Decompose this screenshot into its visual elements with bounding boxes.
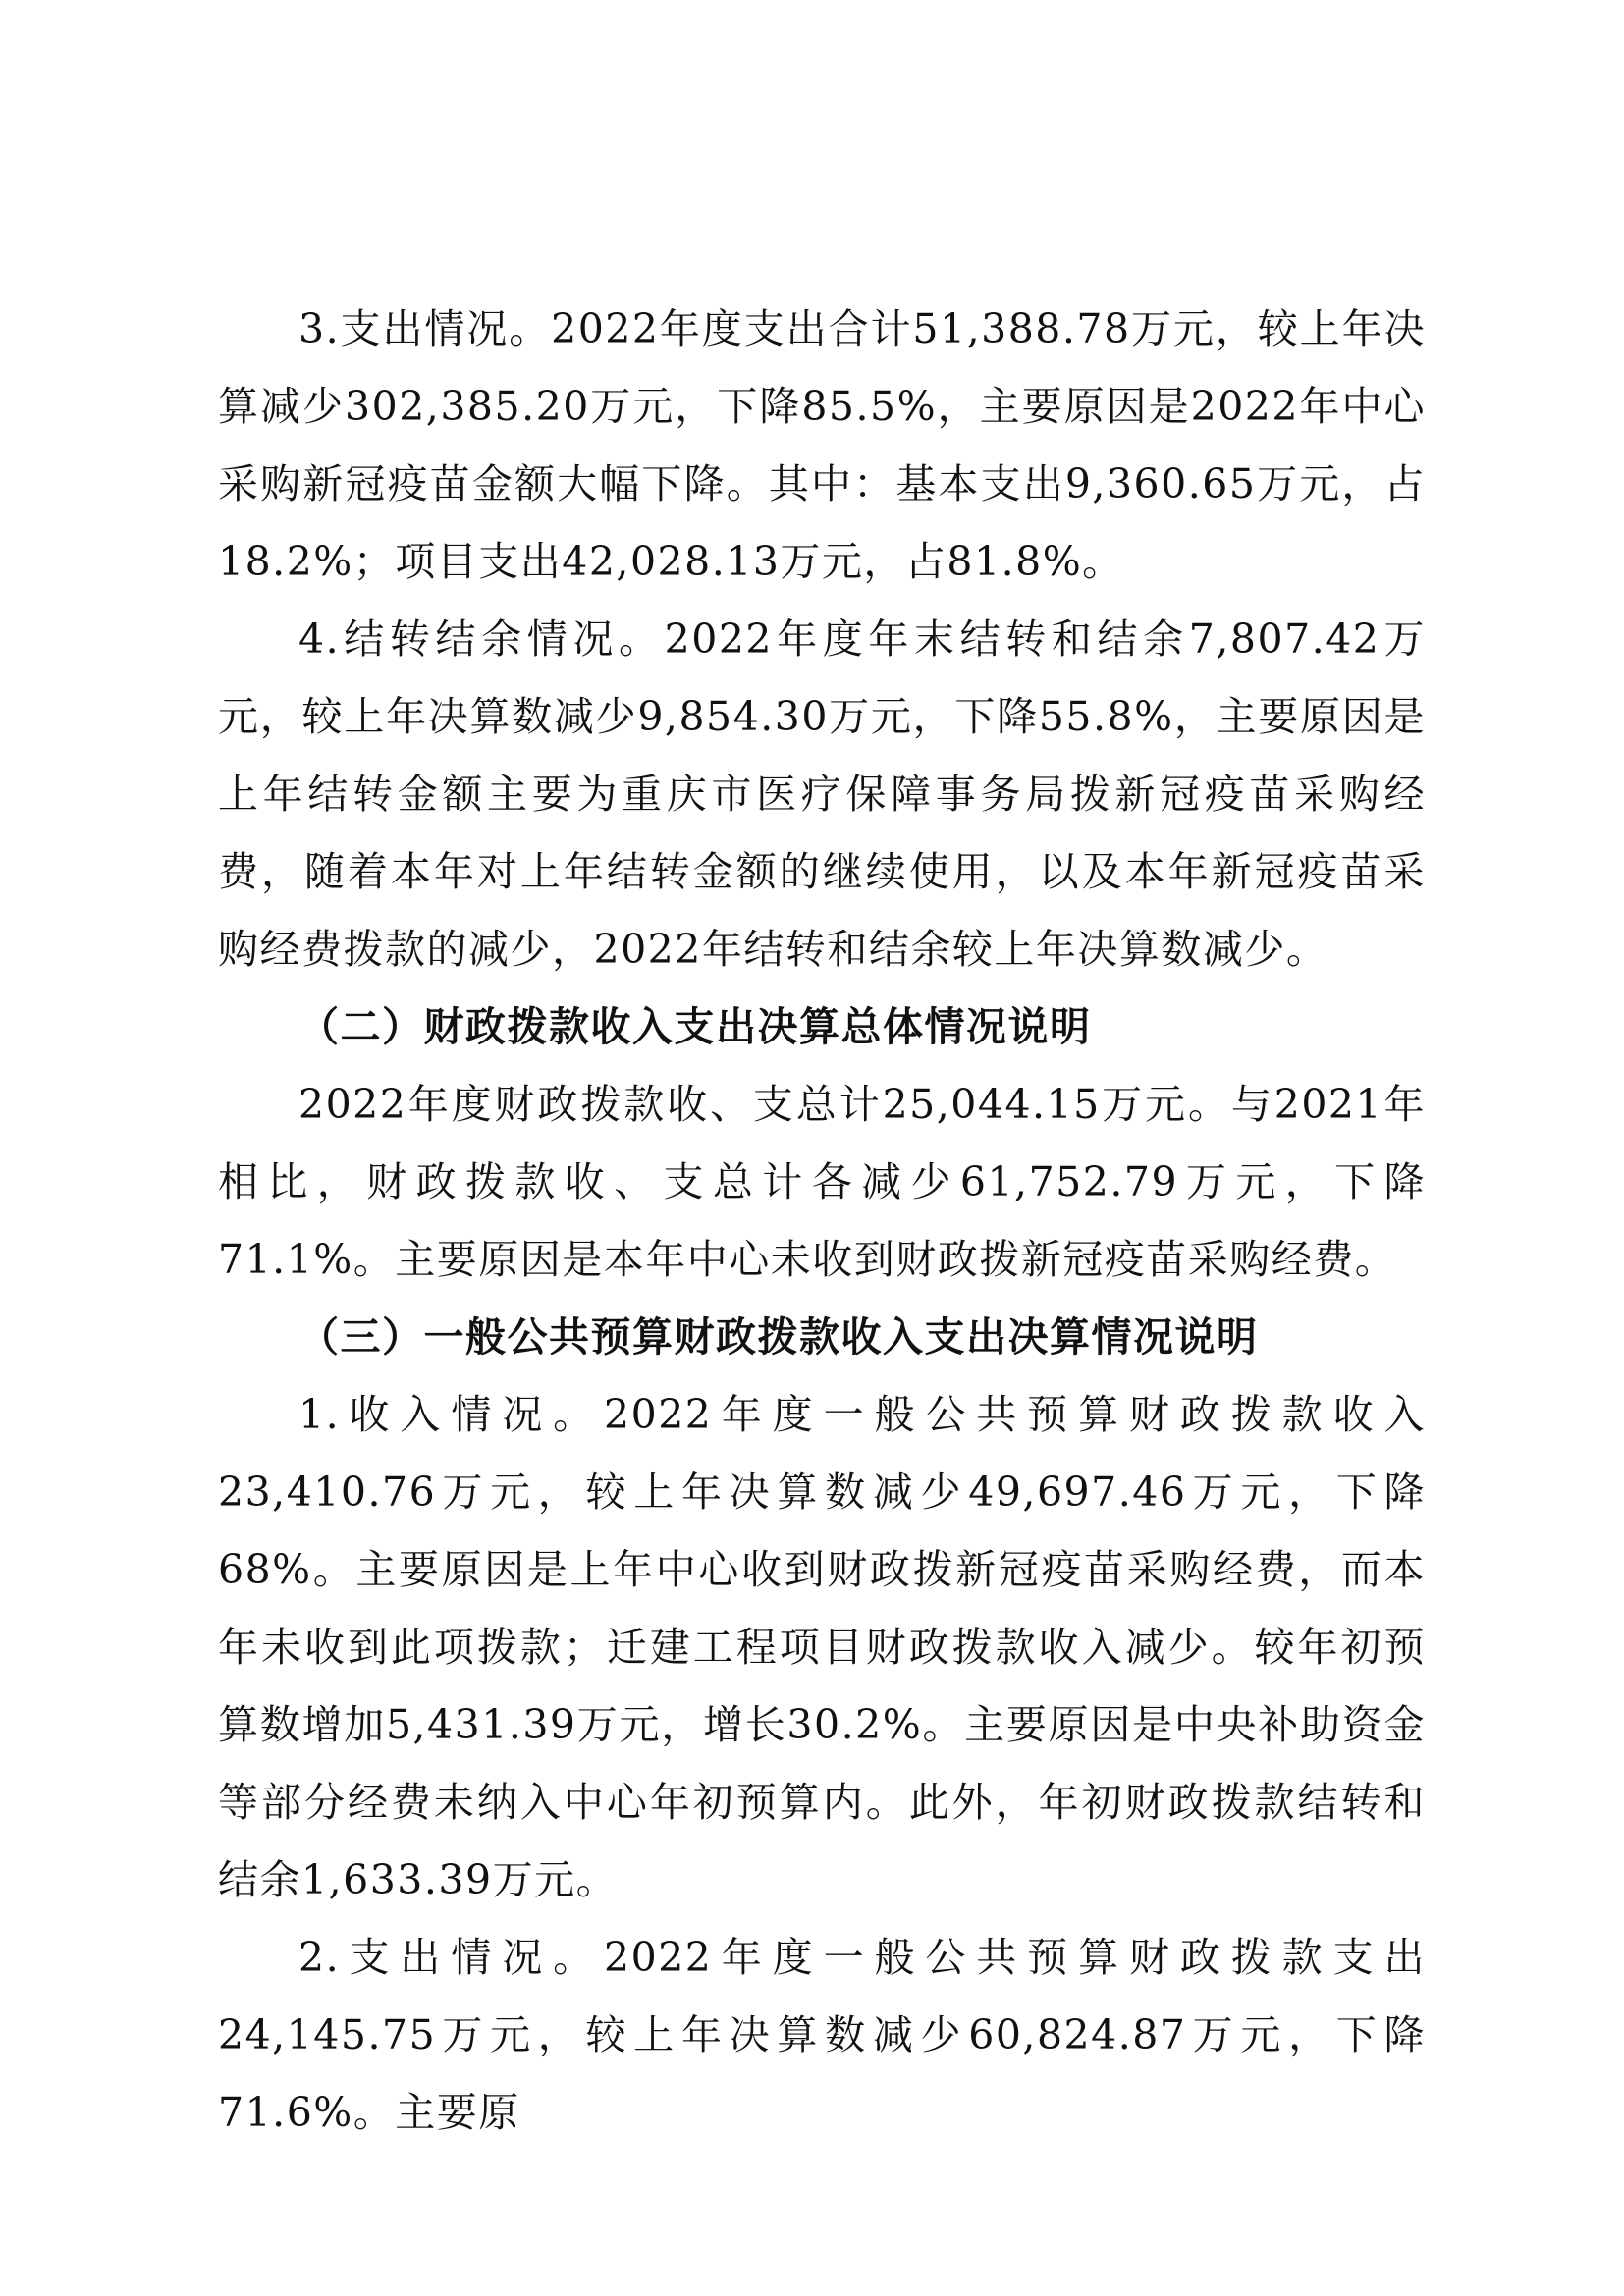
paragraph-general-expenditure: 2.支出情况。2022年度一般公共预算财政拨款支出24,145.75万元，较上年决算数减少60,824.87万元，下降71.6%。主要原 (218, 1934, 1426, 2136)
section-heading-3: （三）一般公共预算财政拨款收入支出决算情况说明 (298, 1313, 1259, 1361)
section-heading-2: （二）财政拨款收入支出决算总体情况说明 (298, 1003, 1092, 1050)
document-body (218, 291, 1426, 2152)
paragraph-carryover: 4.结转结余情况。2022年度年末结转和结余7,807.42万元，较上年决算数减少9,854.30万元，下降55.8%，主要原因是上年结转金额主要为重庆市医疗保障事务局拨新冠疫苗采购经费，随着本年对上年结转金额的继续使用，以及本年新冠疫苗采购经费拨款的减少，2022年结转和结余较上年决算数减少。 (218, 615, 1426, 973)
paragraph-expenditure: 3.支出情况。2022年度支出合计51,388.78万元，较上年决算减少302,385.20万元，下降85.5%，主要原因是2022年中心采购新冠疫苗金额大幅下降。其中：基本支出9,360.65万元，占18.2%；项目支出42,028.13万元，占81.8%。 (218, 305, 1426, 585)
paragraph-general-income: 1.收入情况。2022年度一般公共预算财政拨款收入23,410.76万元，较上年决算数减少49,697.46万元，下降68%。主要原因是上年中心收到财政拨新冠疫苗采购经费，而本年未收到此项拨款；迁建工程项目财政拨款收入减少。较年初预算数增加5,431.39万元，增长30.2%。主要原因是中央补助资金等部分经费未纳入中心年初预算内。此外，年初财政拨款结转和结余1,633.39万元。 (218, 1391, 1426, 1903)
paragraph-fiscal-total: 2022年度财政拨款收、支总计25,044.15万元。与2021年相比，财政拨款收、支总计各减少61,752.79万元，下降71.1%。主要原因是本年中心未收到财政拨新冠疫苗采购经费。 (218, 1081, 1426, 1283)
